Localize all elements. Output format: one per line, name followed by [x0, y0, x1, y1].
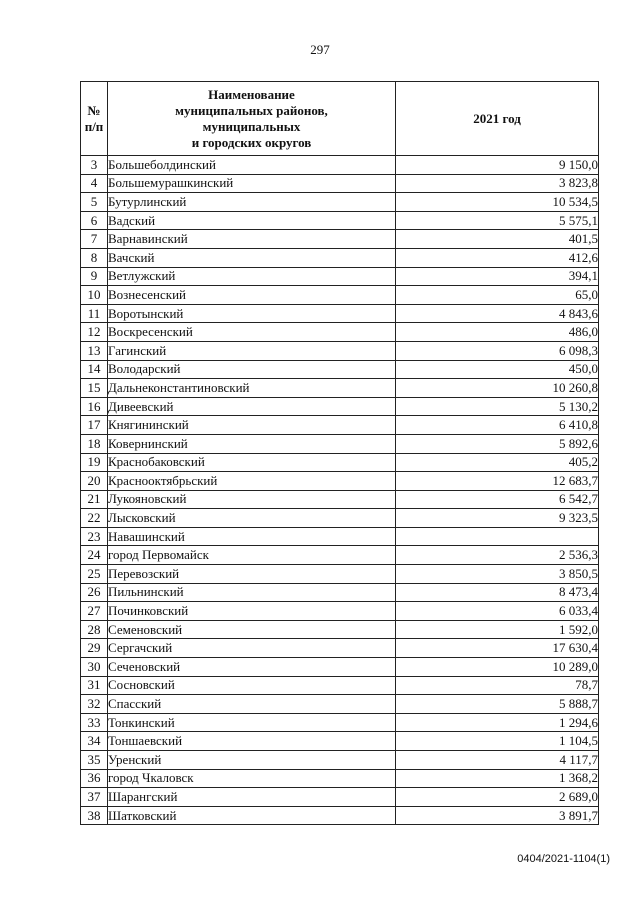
- value-2021: 6 410,8: [396, 416, 599, 435]
- municipality-name: Гагинский: [108, 341, 396, 360]
- row-number: 4: [81, 174, 108, 193]
- row-number: 33: [81, 713, 108, 732]
- row-number: 30: [81, 658, 108, 677]
- value-2021: 10 260,8: [396, 379, 599, 398]
- municipality-name: Перевозский: [108, 565, 396, 584]
- table-row: [81, 695, 599, 714]
- value-2021: 450,0: [396, 360, 599, 379]
- row-number: 25: [81, 565, 108, 584]
- municipality-name: Дивеевский: [108, 397, 396, 416]
- row-number: 29: [81, 639, 108, 658]
- municipality-name: Бутурлинский: [108, 193, 396, 212]
- row-number: 31: [81, 676, 108, 695]
- row-number: 17: [81, 416, 108, 435]
- row-number: 5: [81, 193, 108, 212]
- table-row: [81, 379, 599, 398]
- table-row: [81, 769, 599, 788]
- municipality-name: Дальнеконстантиновский: [108, 379, 396, 398]
- header-name-line-1: Наименование: [208, 86, 295, 102]
- row-number: 22: [81, 509, 108, 528]
- row-number: 32: [81, 695, 108, 714]
- value-2021: 5 575,1: [396, 211, 599, 230]
- municipality-name: Уренский: [108, 751, 396, 770]
- municipality-name: Тонкинский: [108, 713, 396, 732]
- header-number-line-1: №: [87, 102, 101, 118]
- row-number: 19: [81, 453, 108, 472]
- table-row: [81, 304, 599, 323]
- municipality-name: Воскресенский: [108, 323, 396, 342]
- header-name-line-3: муниципальных: [202, 118, 301, 134]
- table-row: [81, 620, 599, 639]
- table-row: [81, 602, 599, 621]
- table-row: [81, 639, 599, 658]
- table-row: [81, 583, 599, 602]
- row-number: 3: [81, 156, 108, 175]
- municipality-name: Ветлужский: [108, 267, 396, 286]
- row-number: 37: [81, 788, 108, 807]
- municipality-name: Спасский: [108, 695, 396, 714]
- value-2021: 486,0: [396, 323, 599, 342]
- municipality-name: Сеченовский: [108, 658, 396, 677]
- municipality-name: Починковский: [108, 602, 396, 621]
- table-row: [81, 434, 599, 453]
- table-row: [81, 211, 599, 230]
- row-number: 16: [81, 397, 108, 416]
- value-2021: 12 683,7: [396, 472, 599, 491]
- value-2021: 394,1: [396, 267, 599, 286]
- row-number: 9: [81, 267, 108, 286]
- table-row: [81, 360, 599, 379]
- value-2021: 10 289,0: [396, 658, 599, 677]
- table-row: [81, 732, 599, 751]
- municipality-name: Воротынский: [108, 304, 396, 323]
- table-row: [81, 490, 599, 509]
- header-number: [81, 82, 108, 156]
- value-2021: 1 294,6: [396, 713, 599, 732]
- table-row: [81, 658, 599, 677]
- municipality-name: Лысковский: [108, 509, 396, 528]
- municipality-name: Вознесенский: [108, 286, 396, 305]
- value-2021: 412,6: [396, 248, 599, 267]
- value-2021: 78,7: [396, 676, 599, 695]
- table-row: [81, 713, 599, 732]
- table-body: [81, 156, 599, 825]
- document-code: 0404/2021-1104(1): [517, 853, 610, 865]
- municipality-name: Вачский: [108, 248, 396, 267]
- value-2021: 65,0: [396, 286, 599, 305]
- header-number-line-2: п/п: [84, 118, 104, 134]
- value-2021: 5 130,2: [396, 397, 599, 416]
- row-number: 28: [81, 620, 108, 639]
- value-2021: 4 843,6: [396, 304, 599, 323]
- municipality-name: Ковернинский: [108, 434, 396, 453]
- value-2021: 3 850,5: [396, 565, 599, 584]
- row-number: 7: [81, 230, 108, 249]
- row-number: 36: [81, 769, 108, 788]
- municipality-name: Большемурашкинский: [108, 174, 396, 193]
- value-2021: 9 323,5: [396, 509, 599, 528]
- municipality-name: Пильнинский: [108, 583, 396, 602]
- row-number: 14: [81, 360, 108, 379]
- budget-table: [80, 81, 599, 825]
- row-number: 38: [81, 806, 108, 825]
- municipality-name: Сосновский: [108, 676, 396, 695]
- value-2021: 1 104,5: [396, 732, 599, 751]
- value-2021: [396, 527, 599, 546]
- table-row: [81, 546, 599, 565]
- table-row: [81, 341, 599, 360]
- table-row: [81, 156, 599, 175]
- row-number: 23: [81, 527, 108, 546]
- municipality-name: Большеболдинский: [108, 156, 396, 175]
- row-number: 34: [81, 732, 108, 751]
- value-2021: 5 892,6: [396, 434, 599, 453]
- row-number: 13: [81, 341, 108, 360]
- municipality-name: Тоншаевский: [108, 732, 396, 751]
- municipality-name: город Первомайск: [108, 546, 396, 565]
- municipality-name: город Чкаловск: [108, 769, 396, 788]
- row-number: 18: [81, 434, 108, 453]
- page-number: 297: [310, 42, 330, 57]
- table-row: [81, 788, 599, 807]
- row-number: 8: [81, 248, 108, 267]
- value-2021: 2 689,0: [396, 788, 599, 807]
- municipality-name: Краснобаковский: [108, 453, 396, 472]
- table-row: [81, 509, 599, 528]
- header-name: [108, 82, 396, 156]
- table-row: [81, 248, 599, 267]
- value-2021: 8 473,4: [396, 583, 599, 602]
- value-2021: 6 098,3: [396, 341, 599, 360]
- value-2021: 3 823,8: [396, 174, 599, 193]
- value-2021: 9 150,0: [396, 156, 599, 175]
- value-2021: 6 542,7: [396, 490, 599, 509]
- value-2021: 401,5: [396, 230, 599, 249]
- row-number: 26: [81, 583, 108, 602]
- row-number: 12: [81, 323, 108, 342]
- table-row: [81, 174, 599, 193]
- municipality-name: Навашинский: [108, 527, 396, 546]
- municipality-name: Вадский: [108, 211, 396, 230]
- table-row: [81, 453, 599, 472]
- table-row: [81, 527, 599, 546]
- value-2021: 405,2: [396, 453, 599, 472]
- table-row: [81, 323, 599, 342]
- table-row: [81, 751, 599, 770]
- table-row: [81, 676, 599, 695]
- table-row: [81, 286, 599, 305]
- value-2021: 6 033,4: [396, 602, 599, 621]
- row-number: 10: [81, 286, 108, 305]
- row-number: 27: [81, 602, 108, 621]
- municipality-name: Краснооктябрьский: [108, 472, 396, 491]
- table-row: [81, 267, 599, 286]
- value-2021: 1 592,0: [396, 620, 599, 639]
- table-row: [81, 565, 599, 584]
- header-year: 2021 год: [396, 82, 599, 156]
- table-row: [81, 472, 599, 491]
- row-number: 15: [81, 379, 108, 398]
- municipality-name: Варнавинский: [108, 230, 396, 249]
- table-header-row: [81, 82, 599, 156]
- value-2021: 4 117,7: [396, 751, 599, 770]
- row-number: 24: [81, 546, 108, 565]
- table-row: [81, 193, 599, 212]
- row-number: 11: [81, 304, 108, 323]
- municipality-name: Шатковский: [108, 806, 396, 825]
- value-2021: 3 891,7: [396, 806, 599, 825]
- value-2021: 1 368,2: [396, 769, 599, 788]
- row-number: 6: [81, 211, 108, 230]
- row-number: 20: [81, 472, 108, 491]
- table-row: [81, 806, 599, 825]
- row-number: 35: [81, 751, 108, 770]
- municipality-name: Шарангский: [108, 788, 396, 807]
- municipality-name: Володарский: [108, 360, 396, 379]
- table-row: [81, 416, 599, 435]
- table-row: [81, 397, 599, 416]
- municipality-name: Лукояновский: [108, 490, 396, 509]
- municipality-name: Сергачский: [108, 639, 396, 658]
- row-number: 21: [81, 490, 108, 509]
- value-2021: 10 534,5: [396, 193, 599, 212]
- municipality-name: Семеновский: [108, 620, 396, 639]
- header-name-line-4: и городских округов: [191, 134, 312, 150]
- municipality-name: Княгининский: [108, 416, 396, 435]
- value-2021: 17 630,4: [396, 639, 599, 658]
- table-row: [81, 230, 599, 249]
- header-name-line-2: муниципальных районов,: [175, 102, 328, 118]
- value-2021: 5 888,7: [396, 695, 599, 714]
- value-2021: 2 536,3: [396, 546, 599, 565]
